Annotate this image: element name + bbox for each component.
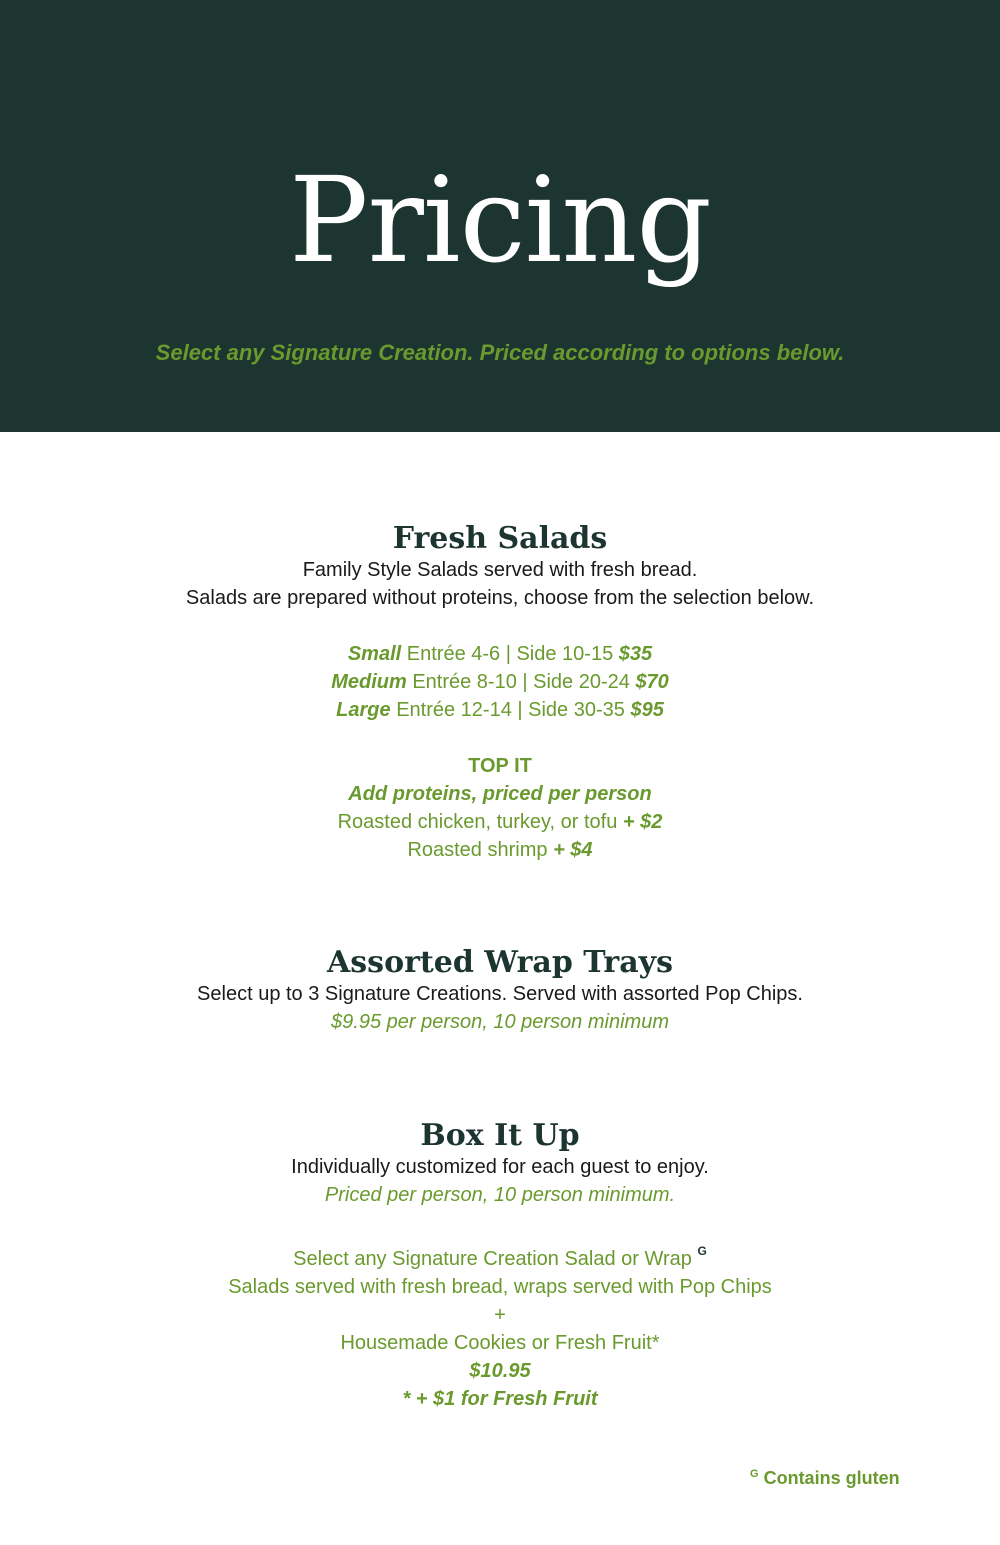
box-it-up-line-2: Salads served with fresh bread, wraps served with Pop Chips	[228, 1276, 772, 1298]
addon-item: Roasted chicken, turkey, or tofu	[337, 811, 618, 833]
gluten-mark: G	[750, 1468, 759, 1480]
box-it-up-price-note: Priced per person, 10 person minimum.	[324, 1184, 676, 1206]
tagline: Select any Signature Creation. Priced according to options below.	[155, 340, 845, 365]
size-label: Large	[336, 699, 391, 721]
footnote-text: Contains gluten	[763, 1468, 900, 1488]
addon-row	[0, 808, 1000, 836]
fresh-salads-desc-1: Family Style Salads served with fresh bread.	[302, 559, 698, 581]
size-label: Small	[347, 643, 402, 665]
gluten-mark: G	[697, 1244, 707, 1258]
size-label: Medium	[331, 671, 407, 693]
box-it-up-fruit-note: * + $1 for Fresh Fruit	[402, 1388, 598, 1410]
addon-item: Roasted shrimp	[407, 839, 548, 861]
size-row-small	[0, 640, 1000, 668]
fresh-salads-desc-2: Salads are prepared without proteins, choose from the selection below.	[185, 587, 815, 609]
size-price: $35	[618, 643, 653, 665]
top-it-subheading: Add proteins, priced per person	[348, 783, 652, 805]
fresh-salads-section	[0, 522, 1000, 864]
size-row-large	[0, 696, 1000, 724]
box-it-up-line-1	[0, 1237, 1000, 1273]
box-it-up-price: $10.95	[469, 1360, 531, 1382]
header-banner	[0, 0, 1000, 432]
box-it-up-line-3: Housemade Cookies or Fresh Fruit*	[340, 1332, 660, 1354]
addon-row	[0, 836, 1000, 864]
wrap-trays-title: Assorted Wrap Trays	[327, 945, 673, 980]
size-detail: Entrée 12-14 | Side 30-35	[396, 699, 625, 721]
box-it-up-title: Box It Up	[420, 1118, 580, 1153]
size-detail: Entrée 4-6 | Side 10-15	[406, 643, 614, 665]
fresh-salads-title: Fresh Salads	[392, 521, 608, 556]
size-row-medium	[0, 668, 1000, 696]
size-price: $70	[635, 671, 669, 693]
top-it-heading: TOP IT	[468, 755, 532, 777]
addon-price: + $2	[622, 811, 663, 833]
box-line-text: Select any Signature Creation Salad or Wrap	[293, 1248, 692, 1270]
wrap-trays-section	[0, 946, 1000, 1036]
wrap-trays-price: $9.95 per person, 10 person minimum	[331, 1011, 669, 1033]
size-detail: Entrée 8-10 | Side 20-24	[412, 671, 630, 693]
size-price: $95	[630, 699, 664, 721]
box-it-up-plus: +	[494, 1304, 506, 1326]
gluten-footnote	[750, 1468, 900, 1489]
box-it-up-section	[0, 1119, 1000, 1413]
page-title: Pricing	[289, 151, 711, 289]
box-it-up-desc: Individually customized for each guest to enjoy.	[291, 1156, 709, 1178]
wrap-trays-desc: Select up to 3 Signature Creations. Served with assorted Pop Chips.	[197, 983, 803, 1005]
addon-price: + $4	[553, 839, 593, 861]
